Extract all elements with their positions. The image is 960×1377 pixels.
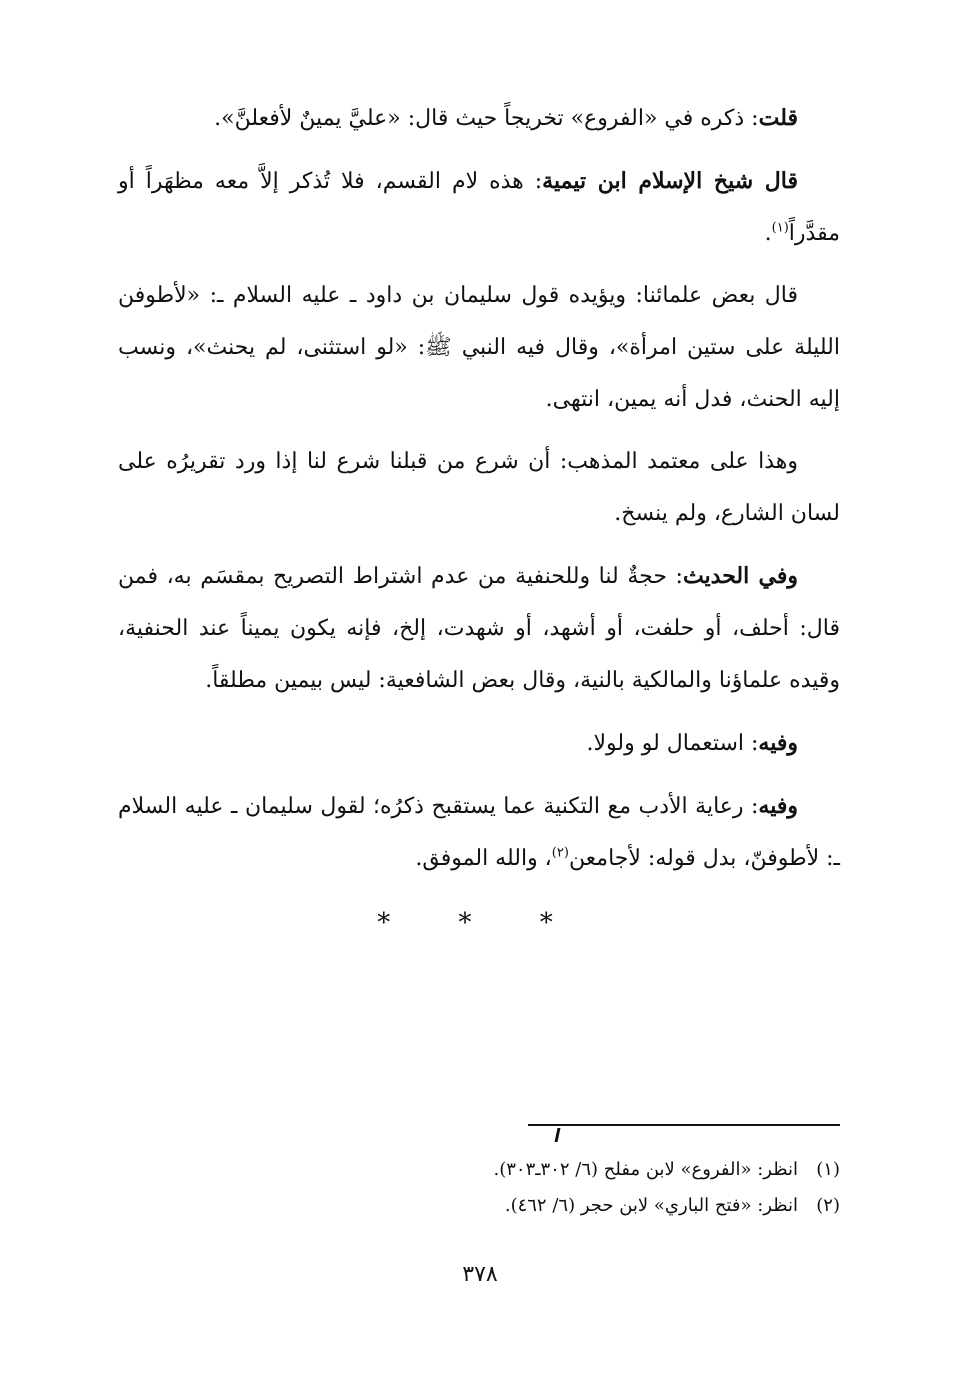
paragraph-7 (118, 780, 840, 885)
paragraph-4 (118, 436, 840, 540)
paragraph-text-after: ، والله الموفق. (415, 846, 552, 871)
footnote-divider (528, 1124, 840, 1126)
paragraph-lead: وفيه (758, 793, 798, 819)
footnotes (118, 1152, 840, 1224)
paragraph-6 (118, 717, 840, 770)
paragraph-text: : رعاية الأدب مع التكنية عما يستقبح ذكرُه؛ لقول سليمان ـ عليه السلام ـ: لأطوفنّ، بدل قوله: لأجامعن (118, 794, 840, 871)
footnote-number: (١) (816, 1159, 840, 1180)
paragraph-lead: وفي الحديث (682, 563, 798, 589)
paragraph-lead: قال شيخ الإسلام ابن تيمية (542, 168, 798, 194)
paragraph-text: : حجةٌ لنا وللحنفية من عدم اشتراط التصريح بمقسَم به، فمن قال: أحلف، أو حلفت، أو أشهد، أو شهدت، إلخ، فإنه يكون يميناً عند الحنفية، وقيده علماؤنا والمالكية بالنية، وقال بعض الشافعية: ليس بيمين مطلقاً. (118, 564, 840, 693)
footnote-ref: (٢) (551, 845, 569, 861)
paragraph-2 (118, 155, 840, 260)
section-separator: * * * (377, 908, 583, 938)
paragraph-text-after: . (764, 221, 772, 246)
paragraph-text: وهذا على معتمد المذهب: أن شرع من قبلنا شرع لنا إذا ورد تقريرُه على لسان الشارع، ولم ينسخ. (118, 449, 840, 526)
footnote-text: انظر: «الفروع» لابن مفلح (٦/ ٣٠٢ـ٣٠٣). (493, 1159, 798, 1180)
footnote-2 (118, 1188, 840, 1224)
paragraph-lead: قلت (758, 105, 798, 131)
footnote-text: انظر: «فتح الباري» لابن حجر (٦/ ٤٦٢). (504, 1195, 798, 1216)
paragraph-lead: وفيه (758, 730, 798, 756)
paragraph-text: : هذه لام القسم، فلا تُذكر إلاَّ معه مظهَراً أو مقدَّراً (118, 169, 840, 246)
paragraph-1 (118, 92, 840, 145)
page-number: ٣٧٨ (462, 1262, 498, 1287)
paragraph-text: : استعمال لو ولولا. (586, 731, 759, 756)
footnote-1 (118, 1152, 840, 1188)
paragraph-3 (118, 270, 840, 426)
paragraph-text: قال بعض علمائنا: ويؤيده قول سليمان بن داود ـ عليه السلام ـ: «لأطوفن الليلة على ستين امرأة»، وقال فيه النبي ﷺ: «لو استثنى، لم يحنث»، ونسب إليه الحنث، فدل أنه يمين، انتهى. (118, 283, 840, 412)
paragraph-text: : ذكره في «الفروع» تخريجاً حيث قال: «عليَّ يمينٌ لأفعلنَّ». (214, 106, 759, 131)
footnote-divider-mark (555, 1128, 561, 1142)
paragraph-5 (118, 550, 840, 707)
main-text (118, 92, 840, 895)
footnote-ref: (١) (771, 220, 789, 236)
footnote-number: (٢) (816, 1195, 840, 1216)
